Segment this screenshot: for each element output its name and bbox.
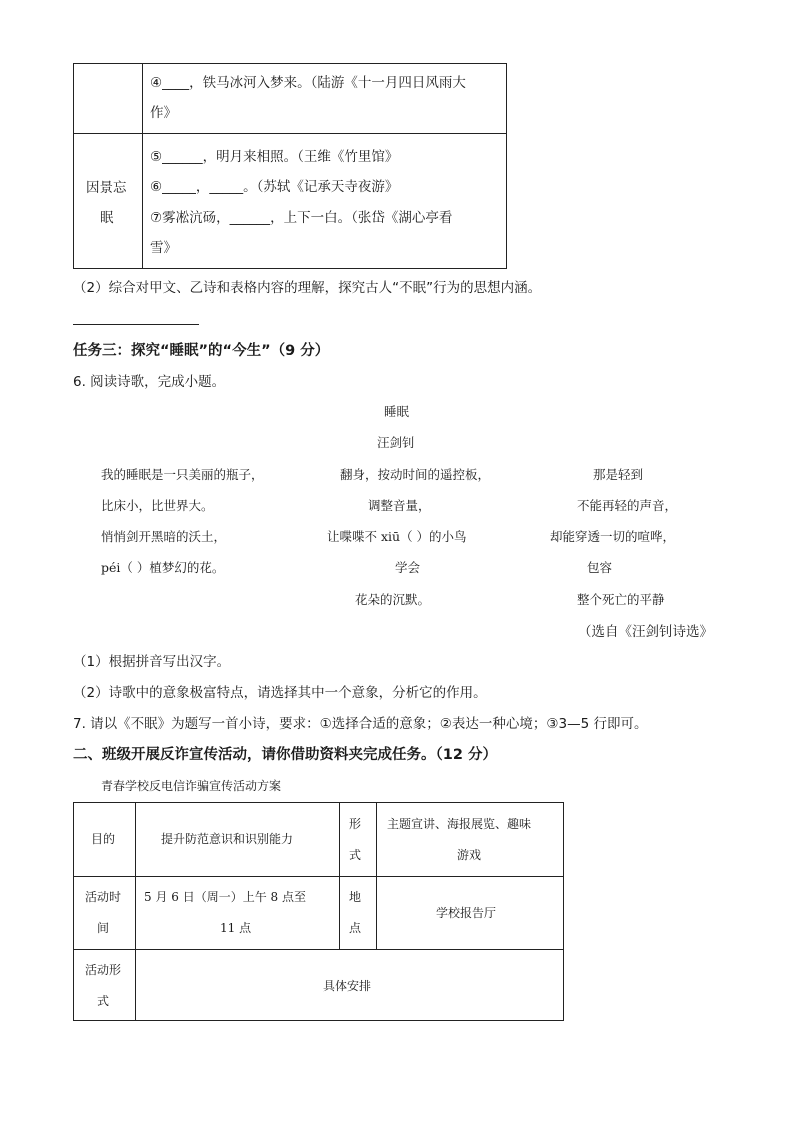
table-divider (142, 64, 143, 268)
table-row-2-line: ⑤______，明月来相照。（王维《竹里馆》 (150, 149, 399, 165)
poem-line: 调整音量， (368, 498, 431, 513)
plan-caption: 青春学校反电信诈骗宣传活动方案 (101, 779, 282, 793)
poem-source: （选自《汪剑钊诗选》 (578, 624, 713, 640)
table-row-2-line: ⑥_____，_____。（苏轼《记承天寺夜游》 (150, 179, 399, 195)
poem-line: 整个死亡的平静 (577, 592, 665, 607)
form-value: 游戏 (457, 848, 482, 862)
poem-line: 让喋喋不 xiū（ ）的小鸟 (327, 529, 467, 544)
place-label: 地 (349, 890, 362, 904)
poem-author: 汪剑钊 (377, 435, 415, 450)
answer-line (73, 324, 199, 325)
place-label: 点 (349, 921, 362, 935)
task-3-title: 任务三：探究“睡眠”的“今生”（9 分） (73, 343, 330, 359)
table-divider (74, 876, 563, 877)
table-row-2-line: 雪》 (150, 240, 177, 256)
time-label: 活动时 (85, 890, 122, 904)
poem-line: 学会 (395, 560, 421, 575)
sub-question-1: （1）根据拼音写出汉字。 (73, 654, 231, 670)
arrangement-label: 式 (97, 994, 110, 1008)
form-label: 式 (349, 848, 362, 862)
purpose-value: 提升防范意识和识别能力 (161, 832, 294, 846)
poem-title: 睡眠 (384, 404, 410, 419)
time-value: 11 点 (220, 921, 252, 935)
table-divider (135, 803, 136, 1020)
poem-line: 悄悄剑开黑暗的沃土， (101, 529, 227, 544)
poem-line: 包容 (587, 560, 613, 575)
table-row-1-line-2: 作》 (150, 105, 177, 121)
question-7: 7. 请以《不眠》为题写一首小诗，要求：①选择合适的意象；②表达一种心境；③3—5 行即可。 (73, 716, 648, 732)
time-value: 5 月 6 日（周一）上午 8 点至 (144, 890, 306, 904)
poem-line: 我的睡眠是一只美丽的瓶子， (101, 467, 264, 482)
sub-question-2: （2）诗歌中的意象极富特点，请选择其中一个意象，分析它的作用。 (73, 685, 487, 701)
place-value: 学校报告厅 (436, 906, 497, 920)
poem-line: 不能再轻的声音， (577, 498, 678, 513)
poem-line: 花朵的沉默。 (355, 592, 431, 607)
form-value: 主题宣讲、海报展览、趣味 (387, 817, 532, 831)
table-divider (74, 949, 563, 950)
poem-line: péi（ ）植梦幻的花。 (101, 560, 225, 575)
question-6: 6. 阅读诗歌，完成小题。 (73, 374, 226, 390)
table-divider (74, 133, 506, 134)
table-row-2-category: 眠 (100, 210, 114, 226)
section-2-title: 二、班级开展反诈宣传活动，请你借助资料夹完成任务。（12 分） (73, 747, 497, 763)
poem-line: 比床小，比世界大。 (101, 498, 214, 513)
table-row-2-line: ⑦雾凇沆砀，______，上下一白。（张岱《湖心亭看 (150, 210, 453, 226)
table-row-1-line-1: ④____，铁马冰河入梦来。（陆游《十一月四日风雨大 (150, 75, 466, 91)
poem-line: 翻身，按动时间的遥控板， (340, 467, 491, 482)
poem-line: 却能穿透一切的喧哗， (550, 529, 676, 544)
poem-line: 那是轻到 (593, 467, 644, 482)
form-label: 形 (349, 817, 362, 831)
time-label: 间 (97, 921, 110, 935)
question-2: （2）综合对甲文、乙诗和表格内容的理解，探究古人“不眠”行为的思想内涵。 (73, 280, 542, 296)
table-row-2-category: 因景忘 (86, 180, 127, 196)
purpose-label: 目的 (91, 832, 116, 846)
arrangement-label: 活动形 (85, 963, 122, 977)
arrangement-value: 具体安排 (323, 979, 372, 993)
